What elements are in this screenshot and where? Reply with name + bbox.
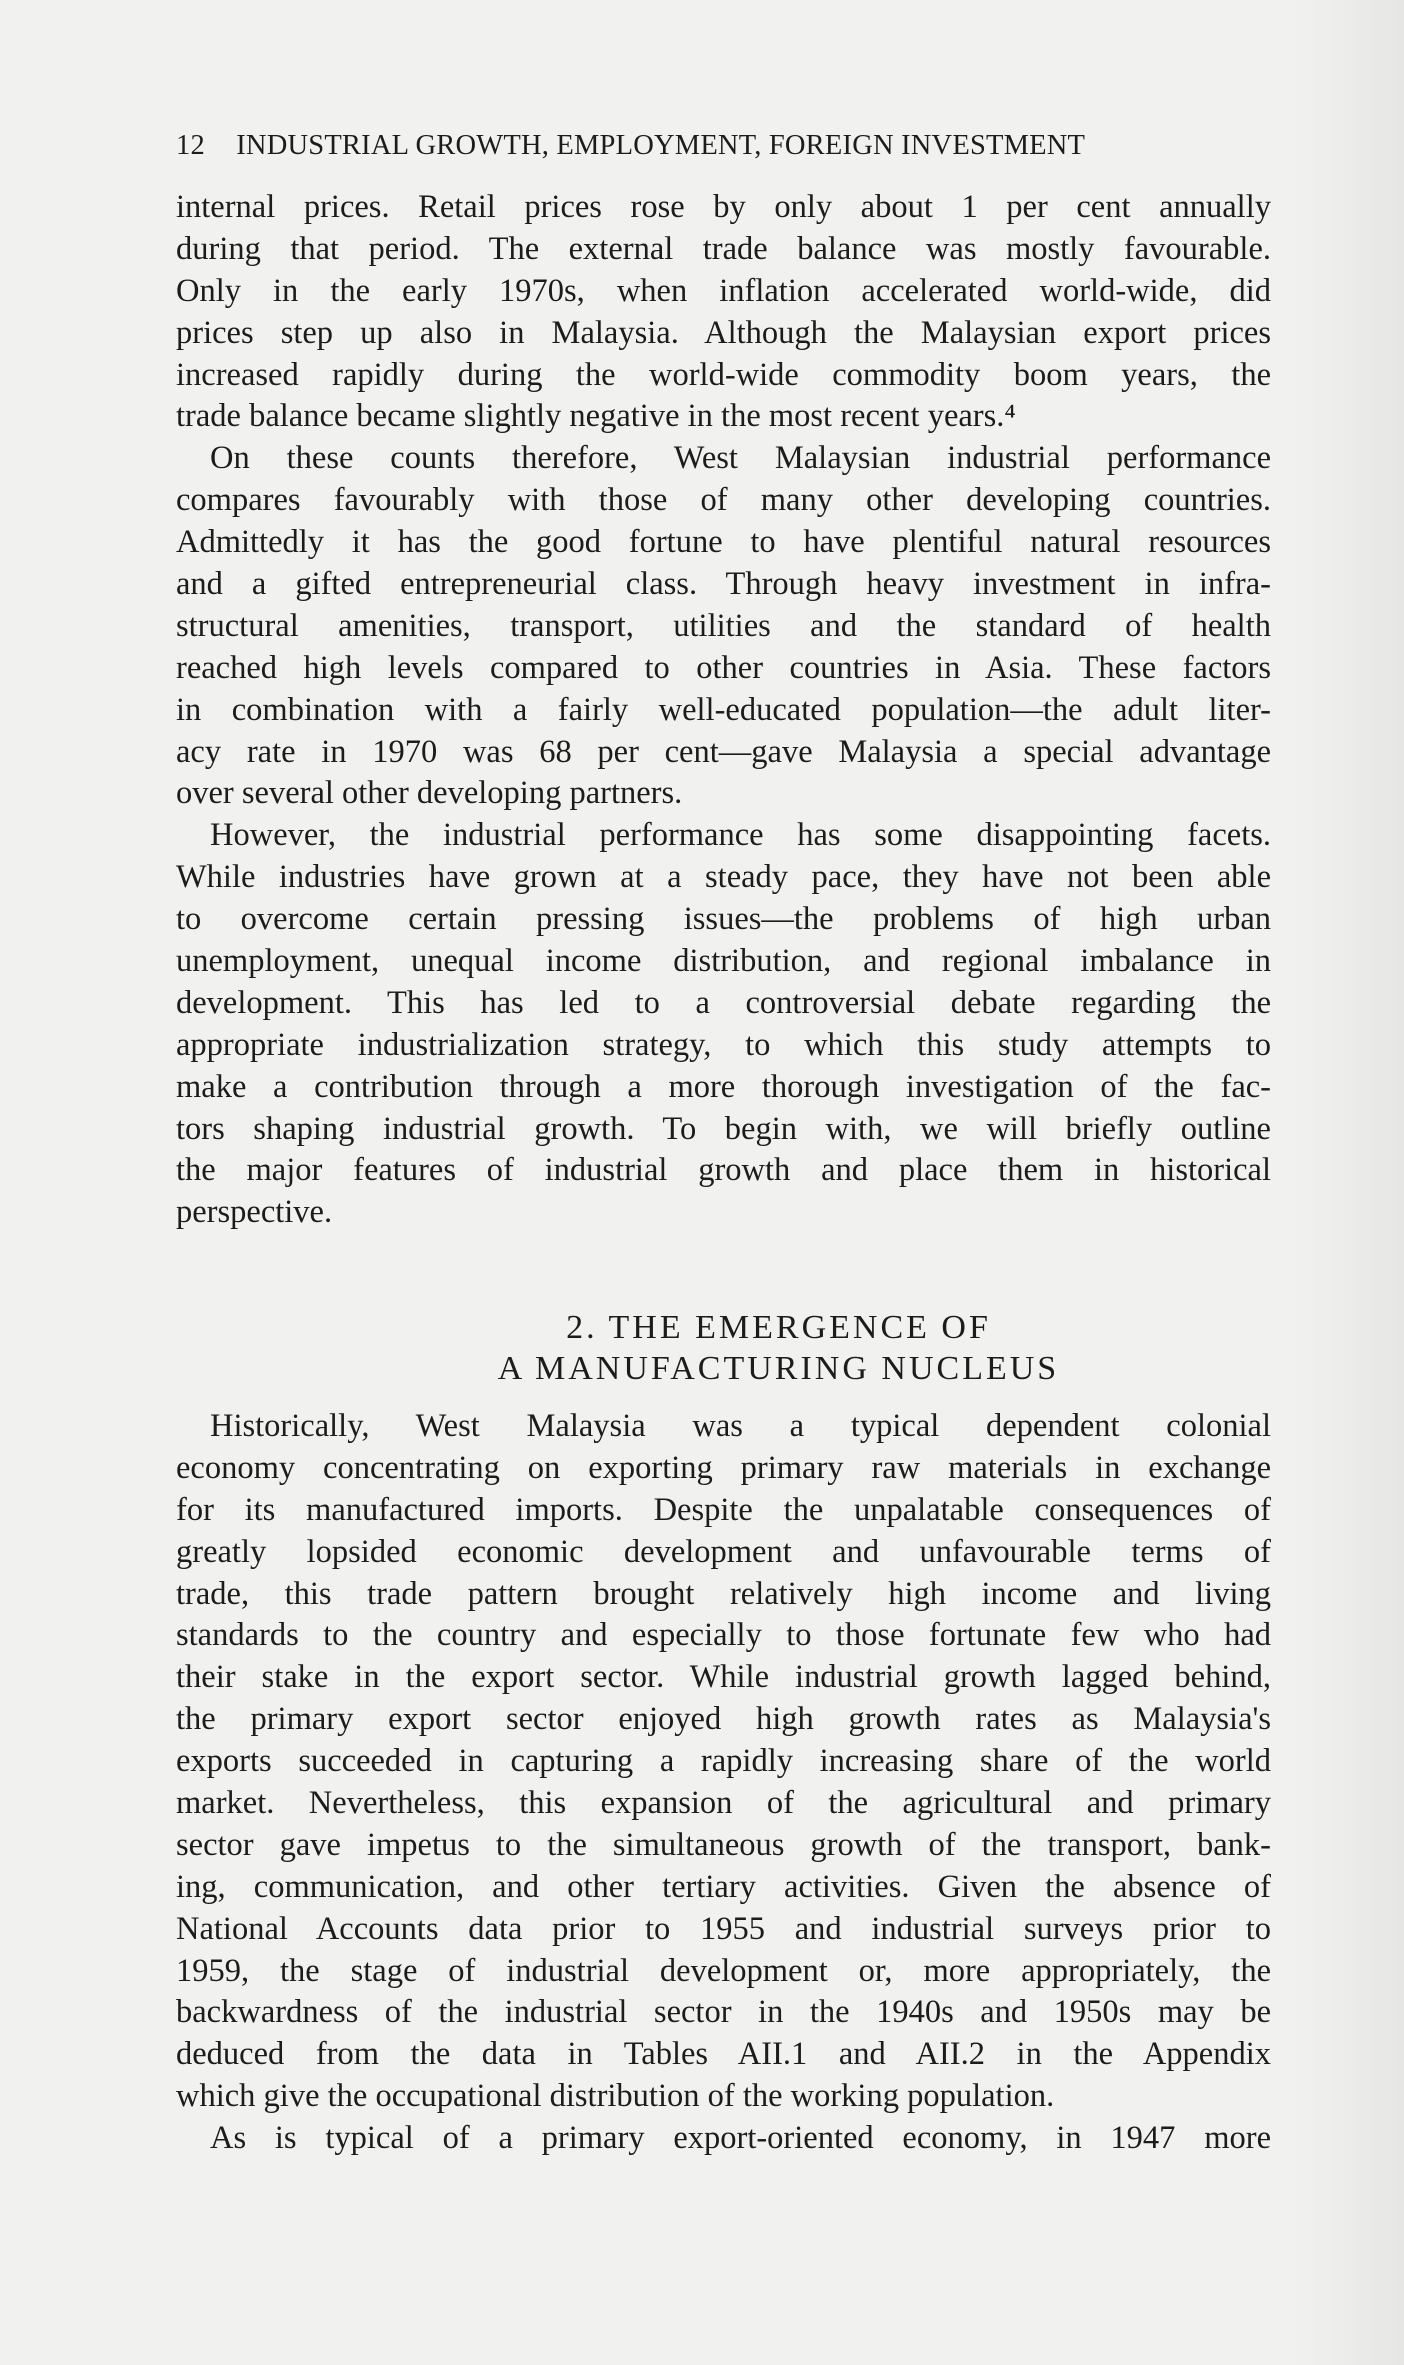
- text-line: increased rapidly during the world-wide commodity boom years, the: [176, 356, 1271, 393]
- text-line: make a contribution through a more thorough investigation of the fac-: [176, 1068, 1271, 1105]
- text-line: appropriate industrialization strategy, to which this study attempts to: [176, 1026, 1271, 1063]
- text-line: which give the occupational distribution of the working population.: [176, 2078, 1055, 2115]
- text-line: for its manufactured imports. Despite the unpalatable consequences of: [176, 1491, 1271, 1528]
- text-line: sector gave impetus to the simultaneous growth of the transport, bank-: [176, 1826, 1271, 1863]
- text-line: While industries have grown at a steady pace, they have not been able: [176, 859, 1271, 896]
- text-line: the major features of industrial growth and place them in historical: [176, 1152, 1271, 1189]
- text-line: internal prices. Retail prices rose by only about 1 per cent annually: [176, 189, 1271, 225]
- text-line: during that period. The external trade balance was mostly favourable.: [176, 230, 1271, 267]
- text-line: Historically, West Malaysia was a typical dependent colonial: [210, 1408, 1271, 1444]
- text-line: prices step up also in Malaysia. Although the Malaysian export prices: [176, 314, 1271, 351]
- paragraph: [176, 438, 1271, 815]
- text-line: 1959, the stage of industrial development or, more appropriately, the: [176, 1952, 1271, 1989]
- paragraph: [176, 2118, 1271, 2160]
- paragraph: [176, 815, 1271, 1234]
- text-line: compares favourably with those of many other developing countries.: [176, 482, 1271, 519]
- text-line: economy concentrating on exporting primary raw materials in exchange: [176, 1449, 1271, 1486]
- text-line: standards to the country and especially to those fortunate few who had: [176, 1617, 1271, 1654]
- text-line: acy rate in 1970 was 68 per cent—gave Malaysia a special advantage: [176, 733, 1271, 770]
- text-line: market. Nevertheless, this expansion of the agricultural and primary: [176, 1785, 1271, 1822]
- paragraph: [176, 187, 1271, 438]
- page-number: 12: [176, 130, 205, 161]
- text-line: National Accounts data prior to 1955 and industrial surveys prior to: [176, 1910, 1271, 1947]
- text-line: However, the industrial performance has some disappointing facets.: [210, 817, 1271, 854]
- text-line: exports succeeded in capturing a rapidly increasing share of the world: [176, 1743, 1271, 1780]
- text-line: the primary export sector enjoyed high growth rates as Malaysia's: [176, 1701, 1271, 1738]
- text-line: perspective.: [176, 1194, 333, 1231]
- text-line: tors shaping industrial growth. To begin with, we will briefly outline: [176, 1110, 1271, 1147]
- body-text-before-heading: [176, 187, 1271, 1234]
- running-title: INDUSTRIAL GROWTH, EMPLOYMENT, FOREIGN INVESTMENT: [236, 130, 1086, 161]
- text-line: Only in the early 1970s, when inflation accelerated world-wide, did: [176, 272, 1271, 309]
- text-line: structural amenities, transport, utilities and the standard of health: [176, 607, 1271, 644]
- text-line: to overcome certain pressing issues—the problems of high urban: [176, 901, 1271, 938]
- body-text-after-heading: [176, 1406, 1271, 2160]
- text-line: over several other developing partners.: [176, 775, 683, 812]
- text-line: deduced from the data in Tables AII.1 and AII.2 in the Appendix: [176, 2036, 1271, 2073]
- text-line: in combination with a fairly well-educated population—the adult liter-: [176, 691, 1271, 728]
- text-line: unemployment, unequal income distribution, and regional imbalance in: [176, 943, 1271, 980]
- text-line: development. This has led to a controversial debate regarding the: [176, 984, 1271, 1021]
- text-line: backwardness of the industrial sector in the 1940s and 1950s may be: [176, 1994, 1271, 2031]
- section-heading: [176, 1307, 1271, 1389]
- section-heading-line-1: 2. THE EMERGENCE OF: [566, 1309, 991, 1346]
- text-line: On these counts therefore, West Malaysian industrial performance: [210, 440, 1271, 477]
- running-header: [176, 126, 1085, 166]
- text-line: trade, this trade pattern brought relatively high income and living: [176, 1575, 1271, 1612]
- text-line: reached high levels compared to other countries in Asia. These factors: [176, 649, 1271, 686]
- section-heading-line-2: A MANUFACTURING NUCLEUS: [497, 1350, 1060, 1387]
- text-line: Admittedly it has the good fortune to have plentiful natural resources: [176, 524, 1271, 561]
- text-line: and a gifted entrepreneurial class. Through heavy investment in infra-: [176, 566, 1271, 603]
- text-line: their stake in the export sector. While industrial growth lagged behind,: [176, 1659, 1271, 1696]
- text-line: trade balance became slightly negative in the most recent years.⁴: [176, 398, 1016, 435]
- text-line: ing, communication, and other tertiary activities. Given the absence of: [176, 1868, 1271, 1905]
- page-edge-shadow: [1294, 0, 1404, 2365]
- paragraph: [176, 1406, 1271, 2118]
- text-line: As is typical of a primary export-oriented economy, in 1947 more: [210, 2120, 1271, 2157]
- text-line: greatly lopsided economic development and unfavourable terms of: [176, 1533, 1271, 1570]
